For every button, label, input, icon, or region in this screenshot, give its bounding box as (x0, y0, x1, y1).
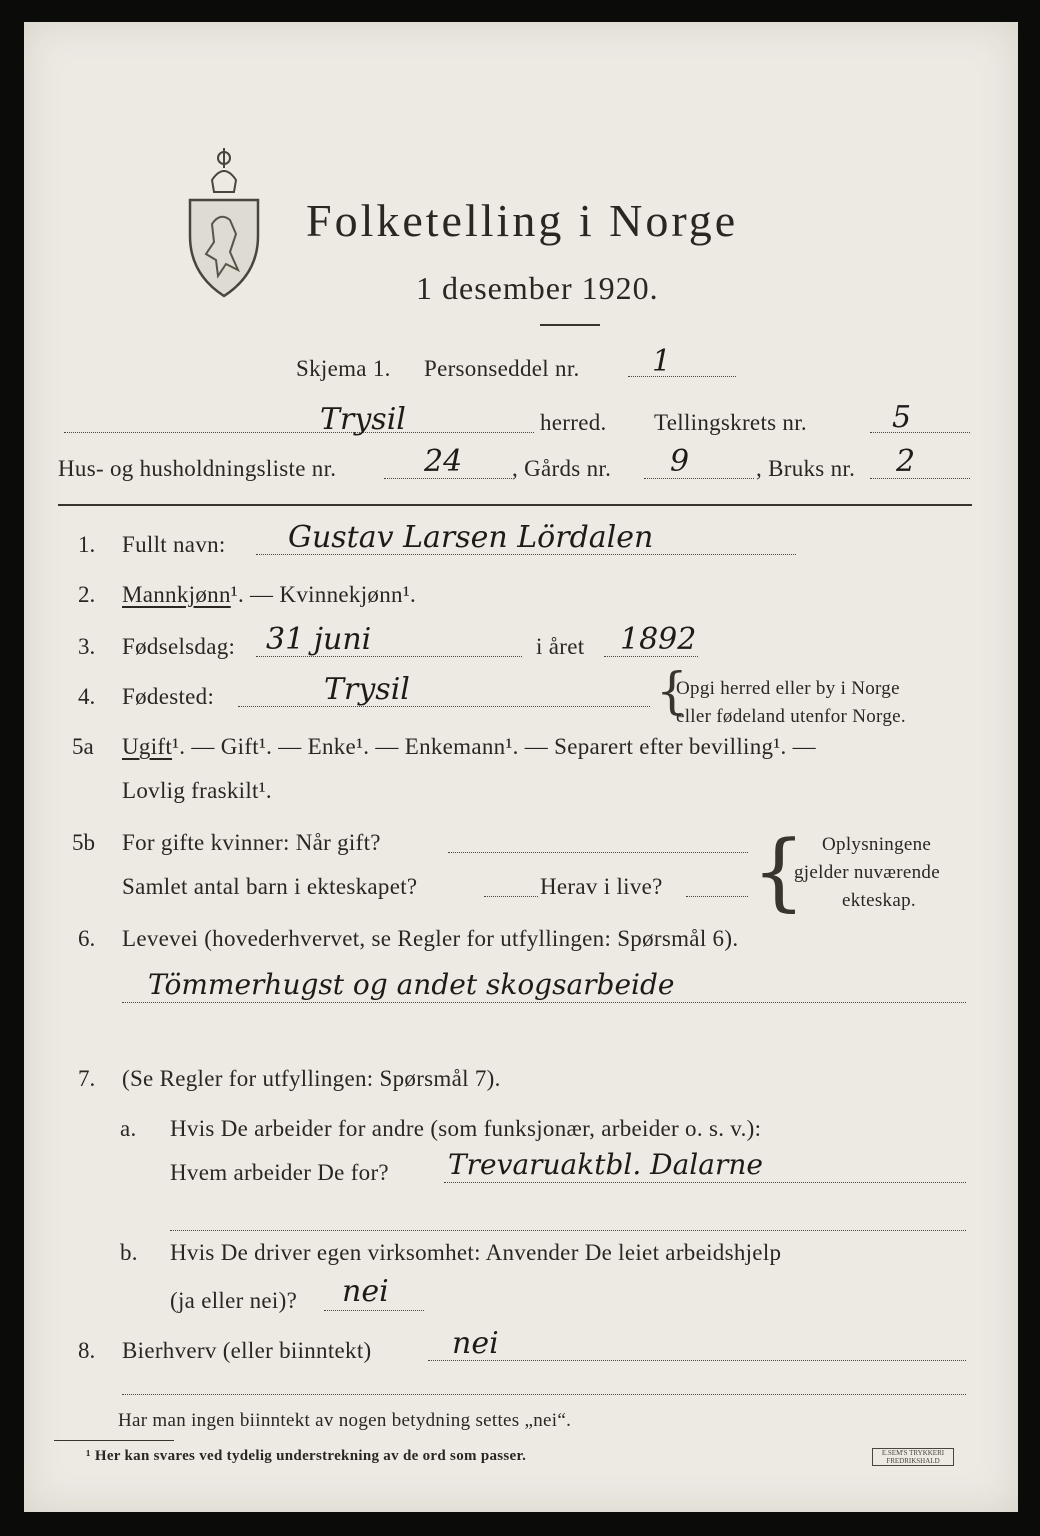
q5b-number: 5b (72, 830, 95, 855)
q2-number: 2. (78, 582, 96, 607)
q7a-employer: Trevaruaktbl. Dalarne (448, 1148, 763, 1181)
q7-label: (Se Regler for utfyllingen: Spørsmål 7). (122, 1066, 501, 1091)
header-divider (58, 504, 972, 506)
q4-number: 4. (78, 684, 96, 709)
census-form-sheet: Folketelling i Norge 1 desember 1920. Skjema 1. Personseddel nr. 1 Trysil herred. Tellingskrets nr. 5 Hus- og husholdningsliste nr. 24 , Gårds nr. 9 , Bruks nr. 2 1. Fullt navn: Gustav Larsen Lördalen 2. Mannkjønn¹. — Kvinnekjønn¹. 3. Fødselsdag: 31 juni i året 1892 4. Fødested: Trysil { Opgi herred eller by i Norge eller fødeland utenfor Norge. 5a Ugift¹. — Gift¹. — Enke¹. — Enkemann¹. — Separert efter bevilling¹. — Lovlig fraskilt¹. 5b For gifte kvinner: Når gift? Samlet antal barn i ekteskapet? Herav i live? { Oplysningene gjelder nuværende ekteskap. 6. Levevei (hovederhvervet, se Regler for utfyllingen: Spørsmål 6). Tömmerhugst og andet skogsarbeide 7. (Se Regler for utfyllingen: Spørsmål 7). a. Hvis De arbeider for andre (som funksjonær, arbeider o. s. v.): Hvem arbeider De for? Trevaruaktbl. Dalarne b. Hvis De driver egen virksomhet: Anvender De leiet arbeidshjelp (ja eller nei)? nei 8. Bierhverv (eller biinntekt) nei Har man ingen biinntekt av nogen betydning settes „nei“. ¹ Her kan svares ved tydelig understrekning av de ord som passer. E.SEM'S TRYKKERI FREDRIKSHALD (24, 22, 1018, 1512)
gards-label: , Gårds nr. (512, 456, 612, 481)
q3-year: 1892 (620, 622, 697, 657)
norwegian-coat-of-arms-icon (182, 144, 266, 299)
q5b-children-alive: Herav i live? (540, 874, 663, 899)
q6-number: 6. (78, 926, 96, 951)
skjema-label: Skjema 1. (296, 356, 391, 381)
q3-number: 3. (78, 634, 96, 659)
q5a-options: Ugift¹. — Gift¹. — Enke¹. — Enkemann¹. — Separert efter bevilling¹. — (122, 734, 816, 759)
title-divider (540, 324, 600, 326)
q1-full-name: Gustav Larsen Lördalen (288, 520, 654, 555)
form-title: Folketelling i Norge (306, 195, 739, 246)
q5b-note-line1: Oplysningene (822, 834, 932, 855)
herred-value: Trysil (320, 402, 406, 437)
tellingskrets-label: Tellingskrets nr. (654, 410, 807, 435)
q3-label: Fødselsdag: (122, 634, 236, 659)
q2-female-option: . — Kvinnekjønn (237, 582, 403, 607)
q5a-other-options: . — Gift¹. — Enke¹. — Enkemann¹. — Separert efter bevilling¹. — (179, 734, 816, 759)
tellingskrets-value: 5 (892, 400, 912, 435)
q7a-employer-label: Hvem arbeider De for? (170, 1160, 389, 1185)
q7a-letter: a. (120, 1116, 137, 1141)
q7b-label-2: (ja eller nei)? (170, 1288, 298, 1313)
q5a-number: 5a (72, 734, 94, 759)
q5b-when-married: For gifte kvinner: Når gift? (122, 830, 381, 855)
q4-label: Fødested: (122, 684, 215, 709)
q4-note-line1: Opgi herred eller by i Norge (676, 678, 900, 699)
q8-number: 8. (78, 1338, 96, 1363)
q2-options: Mannkjønn¹. — Kvinnekjønn¹. (122, 582, 417, 607)
q1-number: 1. (78, 532, 96, 557)
q5b-note-line3: ekteskap. (842, 890, 916, 911)
personseddel-value: 1 (652, 344, 672, 379)
q4-birthplace: Trysil (324, 672, 410, 707)
q7-number: 7. (78, 1066, 96, 1091)
personseddel-label: Personseddel nr. (424, 356, 580, 381)
q3-birthday: 31 juni (266, 622, 372, 657)
q5b-note-line2: gjelder nuværende (794, 862, 940, 883)
q5b-children-total: Samlet antal barn i ekteskapet? (122, 874, 418, 899)
q7b-answer: nei (342, 1274, 389, 1309)
hus-label: Hus- og husholdningsliste nr. (58, 456, 337, 481)
gards-value: 9 (670, 444, 690, 479)
form-date: 1 desember 1920. (416, 270, 659, 306)
q7b-letter: b. (120, 1240, 138, 1265)
bruks-label: , Bruks nr. (756, 456, 856, 481)
footnote: ¹ Her kan svares ved tydelig understrekning av de ord som passer. (86, 1448, 527, 1464)
herred-label: herred. (540, 410, 607, 435)
q5a-divorced-option: Lovlig fraskilt¹. (122, 778, 272, 803)
q2-male-option: Mannkjønn (122, 582, 231, 607)
q7a-label: Hvis De arbeider for andre (som funksjonær, arbeider o. s. v.): (170, 1116, 762, 1141)
q5a-unmarried-option: Ugift (122, 734, 173, 759)
hus-value: 24 (424, 444, 463, 479)
q6-occupation: Tömmerhugst og andet skogsarbeide (148, 968, 675, 1001)
q8-answer: nei (452, 1326, 499, 1361)
q8-label: Bierhverv (eller biinntekt) (122, 1338, 372, 1363)
bruks-value: 2 (896, 444, 916, 479)
q6-label: Levevei (hovederhvervet, se Regler for utfyllingen: Spørsmål 6). (122, 926, 739, 951)
biinntekt-note: Har man ingen biinntekt av nogen betydning settes „nei“. (118, 1410, 572, 1431)
printer-stamp: E.SEM'S TRYKKERI FREDRIKSHALD (872, 1448, 954, 1466)
q7b-label: Hvis De driver egen virksomhet: Anvender De leiet arbeidshjelp (170, 1240, 782, 1265)
q4-note-line2: eller fødeland utenfor Norge. (676, 706, 906, 727)
q3-year-label: i året (536, 634, 585, 659)
q1-label: Fullt navn: (122, 532, 226, 557)
